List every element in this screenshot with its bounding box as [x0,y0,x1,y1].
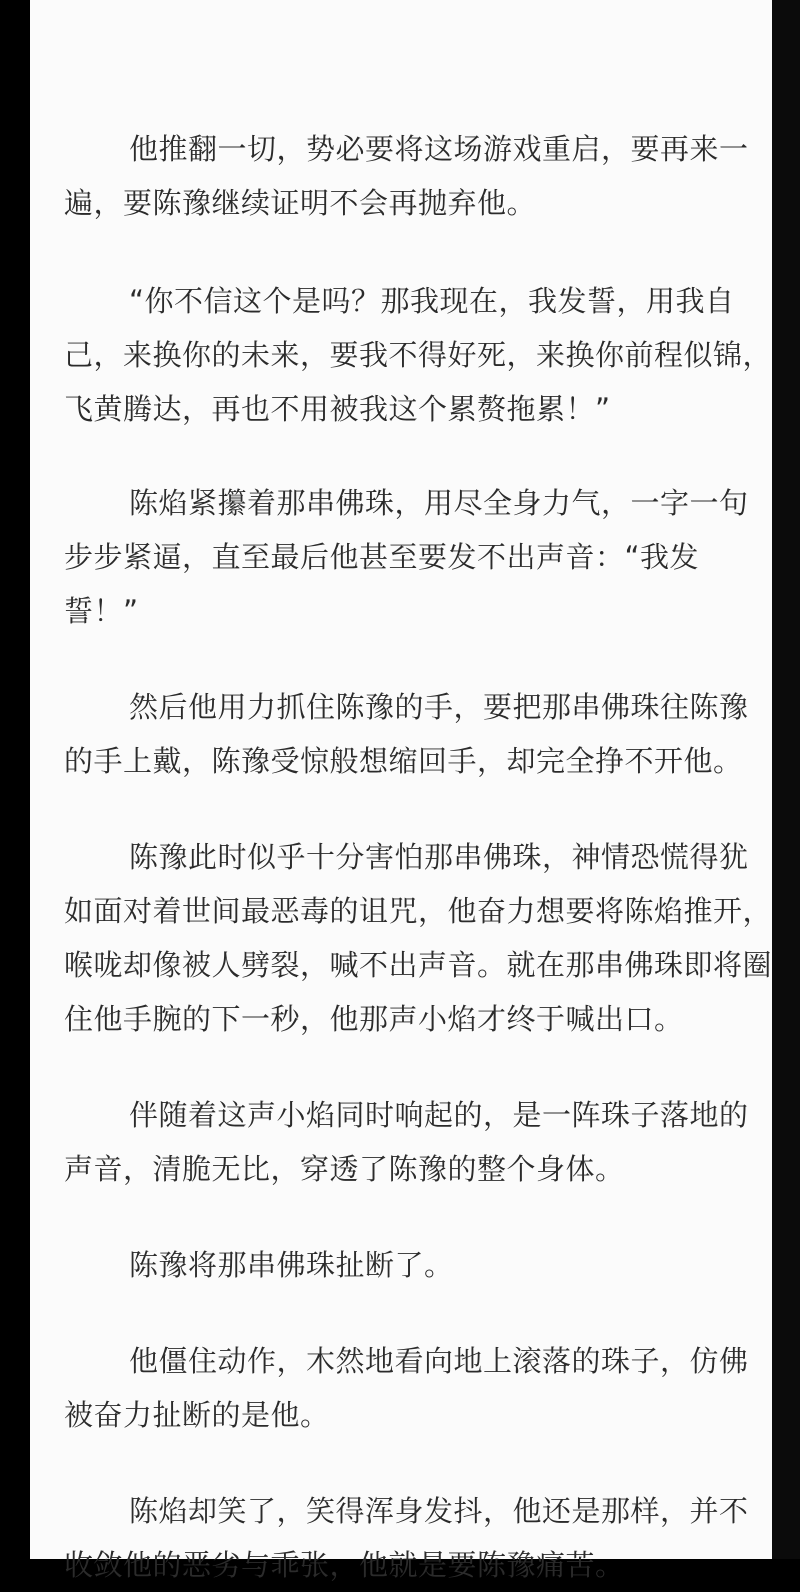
dark-page-edge [772,0,800,1559]
paragraph-1: 他推翻一切，势必要将这场游戏重启，要再来一遍，要陈豫继续证明不会再抛弃他。 [64,132,749,220]
reading-page [30,0,773,1582]
paragraph-9: 陈焰却笑了，笑得浑身发抖，他还是那样，并不收敛他的恶劣与乖张，他就是要陈豫痛苦。 [64,1494,749,1582]
paragraph-8: 他僵住动作，木然地看向地上滚落的珠子，仿佛被奋力扯断的是他。 [64,1344,749,1432]
paragraph-4: 然后他用力抓住陈豫的手，要把那串佛珠往陈豫的手上戴，陈豫受惊般想缩回手，却完全挣不开他。 [64,690,749,778]
paragraph-3: 陈焰紧攥着那串佛珠，用尽全身力气，一字一句步步紧逼，直至最后他甚至要发不出声音：“我发誓！” [64,486,749,628]
paragraph-6: 伴随着这声小焰同时响起的，是一阵珠子落地的声音，清脆无比，穿透了陈豫的整个身体。 [64,1098,749,1186]
paragraph-2: “你不信这个是吗？那我现在，我发誓，用我自己，来换你的未来，要我不得好死，来换你前程似锦，飞黄腾达，再也不用被我这个累赘拖累！” [64,284,773,426]
paragraph-5: 陈豫此时似乎十分害怕那串佛珠，神情恐慌得犹如面对着世间最恶毒的诅咒，他奋力想要将陈焰推开，喉咙却像被人劈裂，喊不出声音。就在那串佛珠即将圈住他手腕的下一秒，他那声小焰才终于喊出口。 [64,840,773,1036]
paragraph-7: 陈豫将那串佛珠扯断了。 [129,1248,454,1282]
